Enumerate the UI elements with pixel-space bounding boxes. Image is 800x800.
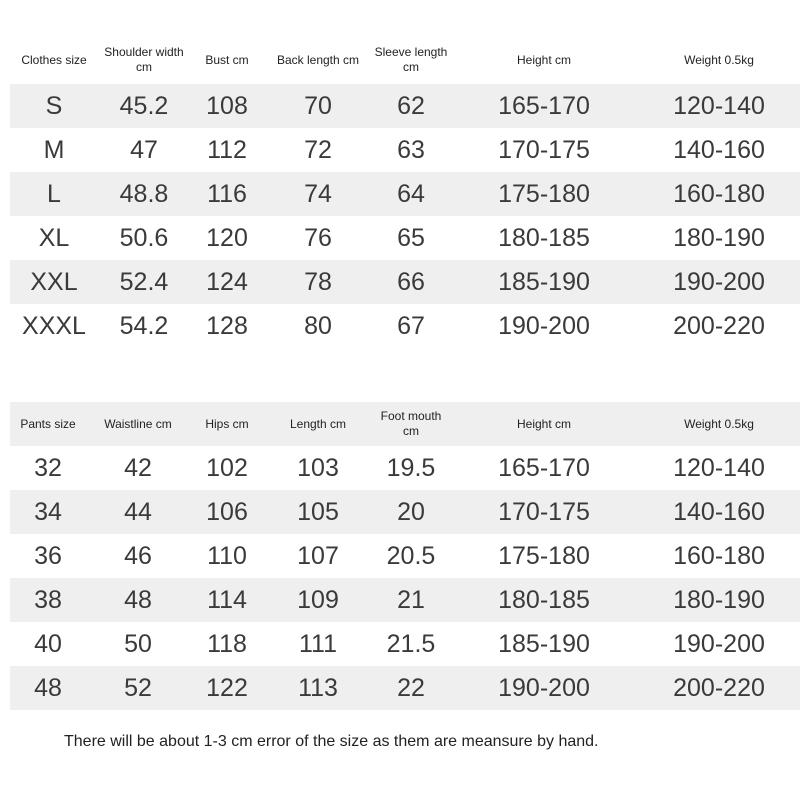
header-cell: Sleeve length cm bbox=[374, 45, 448, 74]
header-cell: Length cm bbox=[289, 416, 347, 431]
table-cell: 74 bbox=[304, 179, 332, 208]
table-cell: 20.5 bbox=[386, 541, 436, 570]
header-cell: Weight 0.5kg bbox=[684, 52, 754, 67]
table-cell: 106 bbox=[206, 497, 248, 526]
table-cell: 111 bbox=[298, 629, 337, 658]
table-cell: 170-175 bbox=[498, 497, 590, 526]
table-cell: 46 bbox=[124, 541, 152, 570]
header-cell: Shoulder width cm bbox=[104, 45, 184, 74]
table-cell: 67 bbox=[397, 311, 425, 340]
clothes-size-table bbox=[10, 36, 800, 348]
measurement-note: There will be about 1-3 cm error of the size as them are meansure by hand. bbox=[64, 733, 599, 750]
size-cell: 32 bbox=[34, 453, 62, 482]
table-cell: 107 bbox=[297, 541, 339, 570]
header-cell: Pants size bbox=[20, 416, 76, 431]
table-cell: 120 bbox=[206, 223, 248, 252]
table-cell: 47 bbox=[130, 135, 158, 164]
table-cell: 102 bbox=[206, 453, 248, 482]
table-row bbox=[10, 534, 800, 578]
table-cell: 113 bbox=[298, 673, 338, 702]
table-cell: 114 bbox=[207, 585, 247, 614]
header-cell: Back length cm bbox=[276, 52, 360, 67]
table-cell: 124 bbox=[206, 267, 248, 296]
table-cell: 52.4 bbox=[119, 267, 169, 296]
table-cell: 65 bbox=[397, 223, 425, 252]
table-cell: 122 bbox=[206, 673, 248, 702]
table-cell: 72 bbox=[304, 135, 332, 164]
table-cell: 140-160 bbox=[673, 497, 765, 526]
table-cell: 165-170 bbox=[498, 453, 590, 482]
size-cell: 40 bbox=[34, 629, 62, 658]
table-cell: 190-200 bbox=[498, 311, 590, 340]
clothes-table-header bbox=[10, 36, 800, 84]
table-cell: 48 bbox=[124, 585, 152, 614]
size-cell: 48 bbox=[34, 673, 62, 702]
table-cell: 200-220 bbox=[673, 311, 765, 340]
table-cell: 160-180 bbox=[673, 179, 765, 208]
table-cell: 180-190 bbox=[673, 223, 765, 252]
size-cell: XXL bbox=[30, 267, 78, 296]
table-cell: 78 bbox=[304, 267, 332, 296]
table-row bbox=[10, 578, 800, 622]
table-cell: 175-180 bbox=[498, 541, 590, 570]
table-cell: 48.8 bbox=[119, 179, 169, 208]
table-cell: 62 bbox=[397, 91, 425, 120]
table-cell: 76 bbox=[304, 223, 332, 252]
size-cell: 34 bbox=[34, 497, 62, 526]
table-cell: 200-220 bbox=[673, 673, 765, 702]
table-cell: 70 bbox=[304, 91, 332, 120]
clothes-table-body bbox=[10, 84, 800, 348]
table-cell: 103 bbox=[297, 453, 339, 482]
table-cell: 185-190 bbox=[498, 629, 590, 658]
table-cell: 120-140 bbox=[673, 453, 765, 482]
table-cell: 140-160 bbox=[673, 135, 765, 164]
table-cell: 112 bbox=[207, 135, 247, 164]
table-cell: 105 bbox=[297, 497, 339, 526]
table-cell: 190-200 bbox=[498, 673, 590, 702]
table-row bbox=[10, 172, 800, 216]
header-cell: Bust cm bbox=[205, 52, 249, 67]
size-cell: S bbox=[45, 91, 63, 120]
table-cell: 190-200 bbox=[673, 267, 765, 296]
size-cell: 36 bbox=[34, 541, 62, 570]
table-row bbox=[10, 622, 800, 666]
table-row bbox=[10, 128, 800, 172]
table-cell: 116 bbox=[207, 179, 247, 208]
size-cell: L bbox=[47, 179, 61, 208]
table-cell: 160-180 bbox=[673, 541, 765, 570]
table-row bbox=[10, 260, 800, 304]
table-row bbox=[10, 490, 800, 534]
table-cell: 190-200 bbox=[673, 629, 765, 658]
table-cell: 185-190 bbox=[498, 267, 590, 296]
table-cell: 19.5 bbox=[386, 453, 436, 482]
table-cell: 108 bbox=[206, 91, 248, 120]
table-cell: 21 bbox=[397, 585, 425, 614]
pants-table-header bbox=[10, 402, 800, 446]
table-cell: 42 bbox=[124, 453, 152, 482]
header-cell: Waistline cm bbox=[104, 416, 172, 431]
header-cell: Height cm bbox=[516, 416, 572, 431]
size-cell: XXXL bbox=[22, 311, 86, 340]
table-cell: 170-175 bbox=[498, 135, 590, 164]
table-row bbox=[10, 304, 800, 348]
table-row bbox=[10, 446, 800, 490]
size-cell: 38 bbox=[34, 585, 62, 614]
header-cell: Clothes size bbox=[21, 52, 87, 67]
table-cell: 66 bbox=[397, 267, 425, 296]
table-cell: 45.2 bbox=[119, 91, 169, 120]
header-cell: Hips cm bbox=[205, 416, 249, 431]
table-row bbox=[10, 666, 800, 710]
header-cell: Height cm bbox=[516, 52, 572, 67]
table-cell: 22 bbox=[397, 673, 425, 702]
table-cell: 120-140 bbox=[673, 91, 765, 120]
table-cell: 80 bbox=[304, 311, 332, 340]
table-cell: 180-190 bbox=[673, 585, 765, 614]
table-row bbox=[10, 84, 800, 128]
table-cell: 128 bbox=[206, 311, 248, 340]
size-cell: XL bbox=[38, 223, 70, 252]
table-cell: 64 bbox=[397, 179, 425, 208]
header-cell: Weight 0.5kg bbox=[684, 416, 754, 431]
table-cell: 50 bbox=[124, 629, 152, 658]
table-cell: 20 bbox=[397, 497, 425, 526]
table-cell: 54.2 bbox=[119, 311, 169, 340]
size-cell: M bbox=[43, 135, 65, 164]
pants-table-body bbox=[10, 446, 800, 710]
table-row bbox=[10, 216, 800, 260]
table-cell: 52 bbox=[124, 673, 152, 702]
table-cell: 44 bbox=[124, 497, 152, 526]
header-cell: Foot mouth cm bbox=[380, 409, 442, 438]
table-cell: 50.6 bbox=[119, 223, 169, 252]
table-cell: 21.5 bbox=[386, 629, 436, 658]
table-cell: 118 bbox=[207, 629, 247, 658]
table-cell: 180-185 bbox=[498, 585, 590, 614]
pants-size-table bbox=[10, 402, 800, 710]
table-cell: 180-185 bbox=[498, 223, 590, 252]
table-cell: 63 bbox=[397, 135, 425, 164]
table-cell: 165-170 bbox=[498, 91, 590, 120]
table-cell: 109 bbox=[297, 585, 339, 614]
table-cell: 110 bbox=[207, 541, 247, 570]
table-cell: 175-180 bbox=[498, 179, 590, 208]
